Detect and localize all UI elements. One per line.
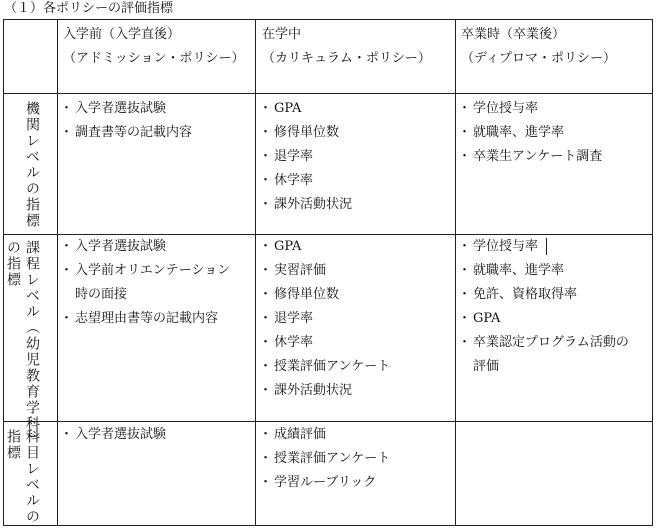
institution-diploma-list: [461, 97, 602, 169]
list-item-continuation: 時の面接: [75, 287, 128, 302]
list-item: ・ 課外活動状況: [262, 379, 390, 403]
list-item: ・ 休学率: [262, 331, 390, 355]
program-level-label: 課程レベル（幼児教育学科）: [24, 240, 40, 448]
row2-divider: [3, 421, 653, 422]
list-item: ・ 課外活動状況: [262, 193, 352, 217]
list-item: ・ 休学率: [262, 169, 352, 193]
list-item: ・ 退学率: [262, 307, 390, 331]
list-item: ・ 入学前オリエンテーション: [63, 259, 230, 283]
diploma-column-header: [461, 23, 616, 71]
header-row-divider: [3, 93, 653, 94]
program-curriculum-list: [262, 235, 390, 403]
col2-divider: [255, 19, 256, 526]
list-item: ・ 志望理由書等の記載内容: [63, 307, 230, 331]
diploma-header-title: 卒業時（卒業後）: [461, 27, 566, 42]
list-item: ・ 授業評価アンケート: [262, 447, 390, 471]
course-curriculum-list: [262, 423, 390, 495]
list-item: ・ 入学者選抜試験: [63, 423, 166, 447]
list-item: ・ 就職率、進学率: [461, 259, 629, 283]
program-diploma-list: [461, 235, 629, 379]
course-level-label: 科目レベルの: [24, 429, 40, 525]
curriculum-header-title: 在学中: [262, 27, 302, 42]
list-item: ・ GPA: [461, 307, 629, 331]
institution-admission-list: [63, 97, 192, 145]
admission-header-title: 入学前（入学直後）: [63, 27, 181, 42]
list-item: ・ 免許、資格取得率: [461, 283, 629, 307]
course-level-label-tail: 指標: [5, 429, 21, 461]
section-heading: （１）各ポリシーの評価指標: [4, 1, 174, 16]
admission-column-header: [63, 23, 244, 71]
institution-level-label: 機関レベルの指標: [24, 101, 40, 229]
list-item: ・ 卒業認定プログラム活動の: [461, 331, 629, 355]
list-item: ・ 入学者選抜試験: [63, 97, 192, 121]
list-item: ・ 退学率: [262, 145, 352, 169]
list-item: ・ GPA: [262, 235, 390, 259]
table-border-top: [3, 19, 653, 20]
curriculum-header-subtitle: （カリキュラム・ポリシー）: [262, 51, 431, 66]
program-admission-list: [63, 235, 230, 331]
admission-header-subtitle: （アドミッション・ポリシー）: [63, 51, 245, 66]
list-item: ・ 授業評価アンケート: [262, 355, 390, 379]
diploma-header-subtitle: （ディプロマ・ポリシー）: [461, 51, 616, 66]
list-item: ・ 学習ルーブリック: [262, 471, 390, 495]
list-item: ・ 修得単位数: [262, 121, 352, 145]
institution-curriculum-list: [262, 97, 352, 217]
list-item: ・ 入学者選抜試験: [63, 235, 230, 259]
curriculum-column-header: [262, 23, 431, 71]
list-item: ・ 学位授与率: [461, 97, 602, 121]
list-item: ・ 卒業生アンケート調査: [461, 145, 602, 169]
list-item: ・ 就職率、進学率: [461, 121, 602, 145]
list-item: ・ 実習評価: [262, 259, 390, 283]
list-item: ・ 学位授与率: [461, 235, 629, 259]
table-border-bottom: [3, 525, 653, 526]
list-item: ・ 調査書等の記載内容: [63, 121, 192, 145]
course-admission-list: [63, 423, 166, 447]
list-item: ・ 成績評価: [262, 423, 390, 447]
text-cursor: [546, 238, 547, 255]
table-border-left: [3, 19, 4, 526]
col3-divider: [455, 19, 456, 526]
program-level-label-tail: の指標: [5, 240, 21, 288]
list-item: ・ GPA: [262, 97, 352, 121]
col1-divider: [57, 19, 58, 526]
table-border-right: [652, 19, 653, 526]
list-item: ・ 修得単位数: [262, 283, 390, 307]
list-item-continuation: 評価: [473, 359, 500, 374]
